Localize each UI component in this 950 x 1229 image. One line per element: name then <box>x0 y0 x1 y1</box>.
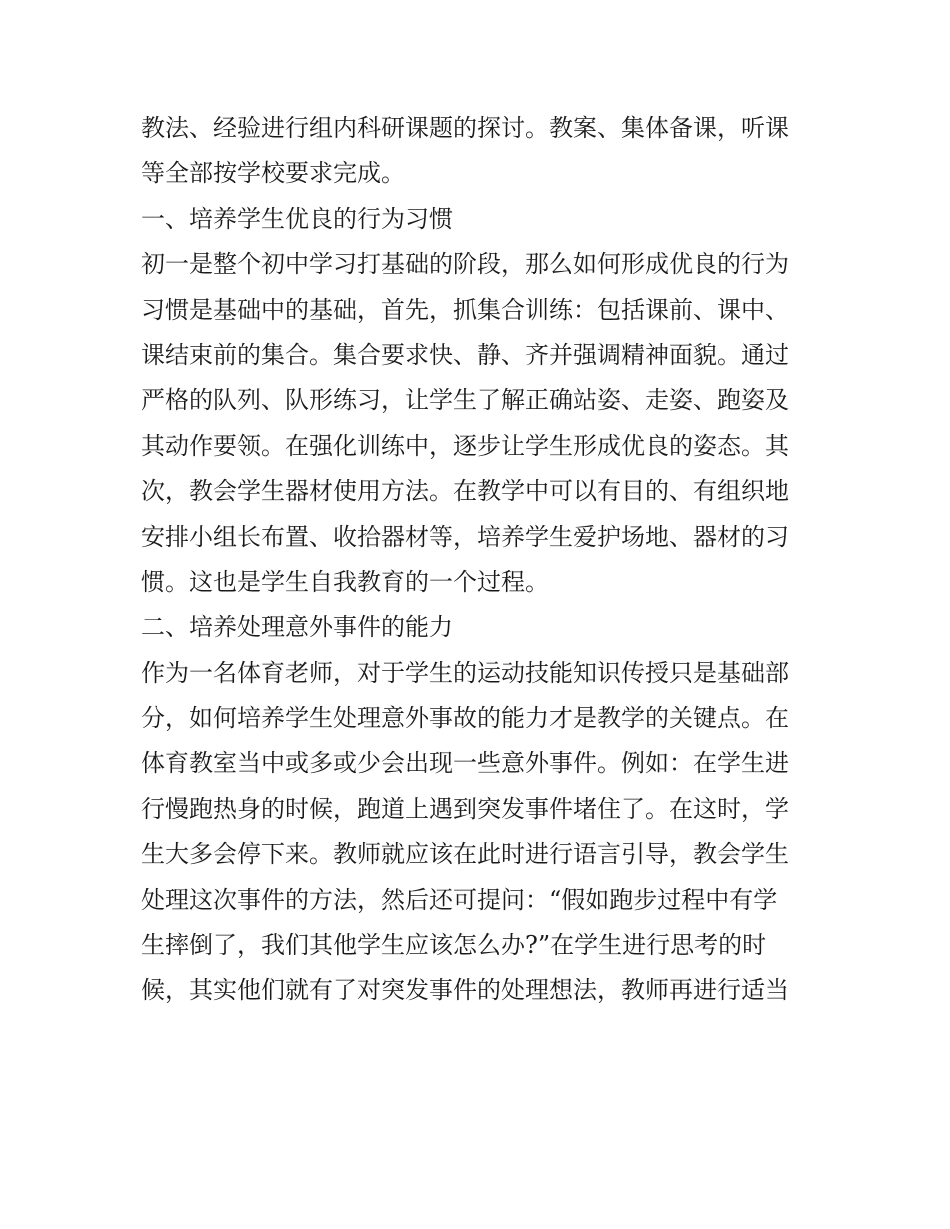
text-line: 行慢跑热身的时候，跑道上遇到突发事件堵住了。在这时，学 <box>141 794 789 823</box>
text-line: 课结束前的集合。集合要求快、静、齐并强调精神面貌。通过 <box>141 340 789 369</box>
text-line: 候，其实他们就有了对突发事件的处理想法，教师再进行适当 <box>141 976 789 1005</box>
section-heading: 一、培养学生优良的行为习惯 <box>141 204 453 233</box>
text-line: 习惯是基础中的基础，首先，抓集合训练：包括课前、课中、 <box>141 295 789 324</box>
text-line: 分，如何培养学生处理意外事故的能力才是教学的关键点。在 <box>141 704 789 733</box>
text-line: 严格的队列、队形练习，让学生了解正确站姿、走姿、跑姿及 <box>141 386 789 415</box>
document-body <box>141 106 821 1014</box>
text-line: 初一是整个初中学习打基础的阶段，那么如何形成优良的行为 <box>141 250 789 279</box>
text-line: 教法、经验进行组内科研课题的探讨。教案、集体备课，听课 <box>141 114 789 142</box>
text-line: 惯。这也是学生自我教育的一个过程。 <box>141 567 549 596</box>
text-line: 等全部按学校要求完成。 <box>141 159 405 188</box>
text-line: 作为一名体育老师，对于学生的运动技能知识传授只是基础部 <box>141 658 789 687</box>
text-line: 体育教室当中或多或少会出现一些意外事件。例如：在学生进 <box>141 749 789 778</box>
text-line: 生摔倒了，我们其他学生应该怎么办?”在学生进行思考的时 <box>141 931 767 960</box>
text-line: 次，教会学生器材使用方法。在教学中可以有目的、有组织地 <box>141 477 789 506</box>
text-line: 处理这次事件的方法，然后还可提问：“假如跑步过程中有学 <box>141 885 778 914</box>
text-line: 其动作要领。在强化训练中，逐步让学生形成优良的姿态。其 <box>141 431 789 460</box>
text-line: 生大多会停下来。教师就应该在此时进行语言引导，教会学生 <box>141 840 789 869</box>
section-heading: 二、培养处理意外事件的能力 <box>141 613 453 642</box>
text-line: 安排小组长布置、收拾器材等，培养学生爱护场地、器材的习 <box>141 522 789 551</box>
